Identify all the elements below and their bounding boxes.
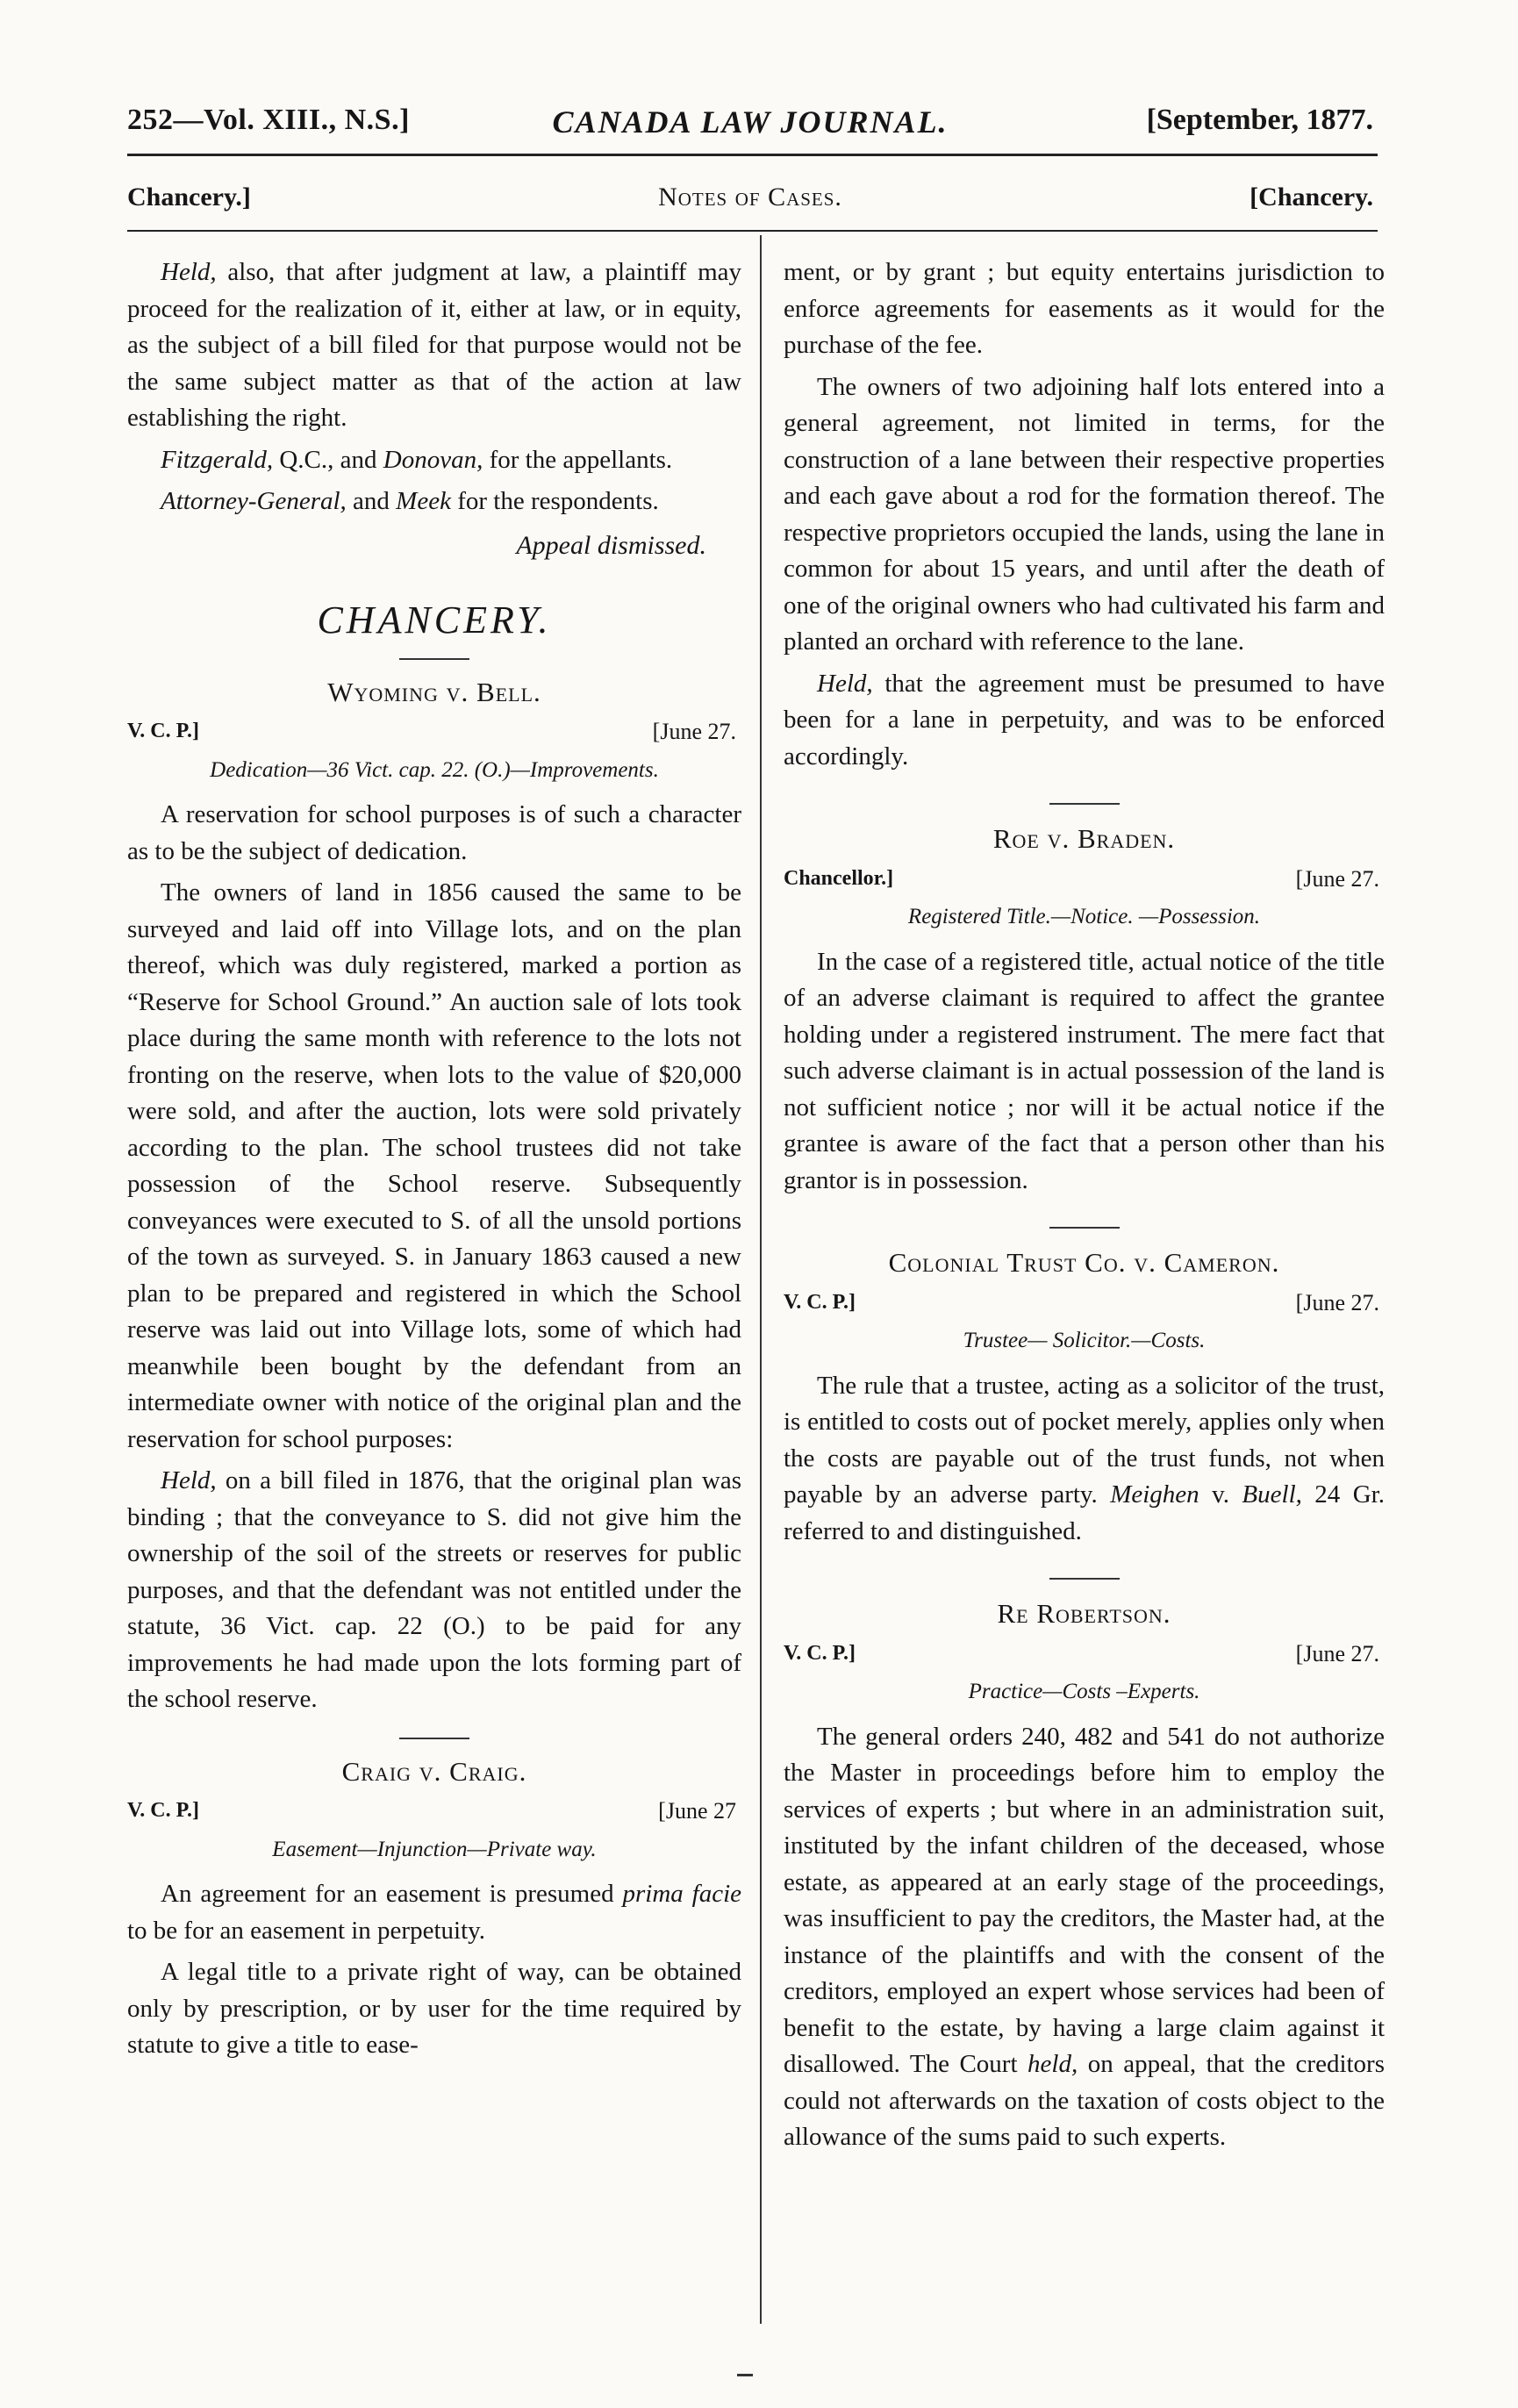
emphasis: held, [1028,2050,1078,2078]
case-date: [June 27 [658,1798,736,1824]
left-column [127,254,741,2064]
case-date: [June 27. [1295,865,1379,892]
case-topic: Practice—Costs –Experts. [968,1680,1200,1703]
counsel-respondents [127,484,741,520]
header-rule [127,154,1378,156]
divider [1049,803,1120,805]
text: for the appellants. [483,445,673,474]
text: to be for an easement in perpetuity. [127,1916,485,1945]
column-divider [760,235,762,2324]
paragraph [127,1876,741,1949]
emphasis: Fitzgerald, [161,445,274,474]
paragraph-text: on a bill filed in 1876, that the original plan was binding ; that the conveyance to S. did not give him the ownership of the soil of the streets or reserves for public purposes, and that the defendant was not entitled under the statute, 36 Vict. cap. 22 (O.) to be paid for any improvements he had made upon the lots forming part of the school reserve. [127,1466,741,1713]
paragraph [784,1719,1385,2156]
emphasis: Buell, [1242,1480,1302,1509]
text: 24 Gr. referred to and distinguished. [784,1480,1385,1545]
case-topic: Registered Title.—Notice. —Possession. [907,905,1261,928]
text: v. [1199,1480,1242,1509]
court: V. C. P.] [784,1290,856,1314]
section-rule [127,230,1378,232]
case-title: Re Robertson. [997,1598,1171,1629]
section-header [127,183,1373,221]
emphasis: prima facie [622,1880,742,1908]
emphasis: Held, [161,1466,217,1494]
emphasis: Meighen [1110,1480,1199,1509]
page-mark [737,2374,753,2376]
case-topic: Dedication—36 Vict. cap. 22. (O.)—Improvements. [210,757,659,782]
paragraph [784,666,1385,776]
section-right-label: [Chancery. [1249,183,1373,211]
section-title: CHANCERY. [317,598,552,641]
text: An agreement for an easement is presumed [161,1880,623,1908]
divider [1049,1578,1120,1580]
paragraph: ment, or by grant ; but equity entertains jurisdiction to enforce agreements for easements as it would for the purchase of the fee. [784,258,1385,359]
paragraph: In the case of a registered title, actual notice of the title of an adverse claimant is required to affect the grantee holding under a registered instrument. The mere fact that such adverse claimant is in actual possession of the land is not sufficient notice ; nor will it be actual notice if the grantee is aware of the fact that a person other than his grantor is in possession. [784,947,1385,1194]
case-title: Colonial Trust Co. v. Cameron. [888,1247,1280,1278]
counsel-appellants [127,442,741,479]
running-header [127,104,1373,149]
page-volume-label: 252—Vol. XIII., N.S.] [127,104,410,136]
case-date: [June 27. [652,719,736,744]
case-title: Wyoming v. Bell. [327,676,541,707]
paragraph: A reservation for school purposes is of such a character as to be the subject of dedication. [127,800,741,865]
paragraph-text: that the agreement must be presumed to have been for a lane in perpetuity, and was to be enforced accordingly. [784,669,1385,770]
court: V. C. P.] [127,1799,200,1822]
issue-date: [September, 1877. [1146,104,1373,136]
text: for the respondents. [450,487,659,515]
court-line [127,713,741,750]
paragraph-text: also, that after judgment at law, a plaintiff may proceed for the realization of it, either at law, or in equity, as the subject of a bill filed for that purpose would not be the same subject matter as that of the action at law establishing the right. [127,258,741,432]
paragraph [784,1368,1385,1551]
disposition: Appeal dismissed. [516,530,706,560]
section-left-label: Chancery.] [127,183,251,211]
case-title: Roe v. Braden. [992,823,1176,854]
case-topic: Easement—Injunction—Private way. [272,1837,597,1861]
paragraph [127,1463,741,1718]
text: The rule that a trustee, acting as a solicitor of the trust, is entitled to costs out of pocket merely, applies only when the costs are payable out of the trust funds, not when payable by an adverse party. [784,1371,1385,1509]
right-column [784,254,1385,2156]
journal-title: CANADA LAW JOURNAL. [552,104,949,140]
court: V. C. P.] [127,720,200,742]
case-date: [June 27. [1295,1289,1379,1315]
emphasis: Held, [161,258,217,286]
divider [399,1738,469,1739]
court-line [784,1285,1385,1322]
paragraph: The owners of land in 1856 caused the same to be surveyed and laid off into Village lots, and on the plan thereof, which was duly registered, marked a portion as “Reserve for School Ground.” An auction sale of lots took place during the same month with reference to the lots not fronting on the reserve, when lots to the value of $20,000 were sold, and after the auction, lots were sold privately according to the plan. The school trustees did not take possession of the School reserve. Subsequently conveyances were executed to S. of all the unsold portions of the town as surveyed. S. in January 1863 caused a new plan to be prepared and registered in which the School reserve was laid out into Village lots, some of which had meanwhile been bought by the defendant from an intermediate owner with notice of the original plan and the reservation for school purposes: [127,878,741,1453]
court: Chancellor.] [784,866,894,890]
case-date: [June 27. [1295,1640,1379,1666]
case-title: Craig v. Craig. [341,1755,527,1787]
emphasis: Held, [817,669,873,698]
court: V. C. P.] [784,1641,856,1665]
divider [1049,1227,1120,1229]
paragraph: A legal title to a private right of way, can be obtained only by prescription, or by user for the time required by statute to give a title to ease- [127,1958,741,2059]
text: The general orders 240, 482 and 541 do not authorize the Master in proceedings before him to employ the services of experts ; but where in an administration suit, instituted by the infant children of the deceased, whose estate, as appeared at an early stage of the proceedings, was insufficient to pay the creditors, the Master had, at the instance of the plaintiffs and with the consent of the creditors, employed an expert whose services had been of benefit to the estate, by having a large claim against it disallowed. The Court [784,1722,1385,2078]
court-line [127,1793,741,1830]
emphasis: Meek [396,487,451,515]
paragraph [127,254,741,437]
case-topic: Trustee— Solicitor.—Costs. [963,1329,1206,1352]
paragraph: The owners of two adjoining half lots entered into a general agreement, not limited in terms, for the construction of a lane between their respective properties and each gave about a rod for the formation thereof. The respective proprietors occupied the lands, using the lane in common for about 15 years, and until after the death of one of the original owners who had cultivated his farm and planted an orchard with reference to the lane. [784,372,1385,656]
emphasis: Donovan, [383,445,483,474]
divider [399,658,469,660]
section-center-label: Notes of Cases. [658,183,842,211]
court-line [784,1636,1385,1673]
text: Q.C., and [273,445,383,474]
emphasis: Attorney-General, [161,487,347,515]
court-line [784,861,1385,898]
text: on appeal, that the creditors could not afterwards on the taxation of costs object to the allowance of the sums paid to such experts. [784,2050,1385,2151]
text: and [346,487,397,515]
